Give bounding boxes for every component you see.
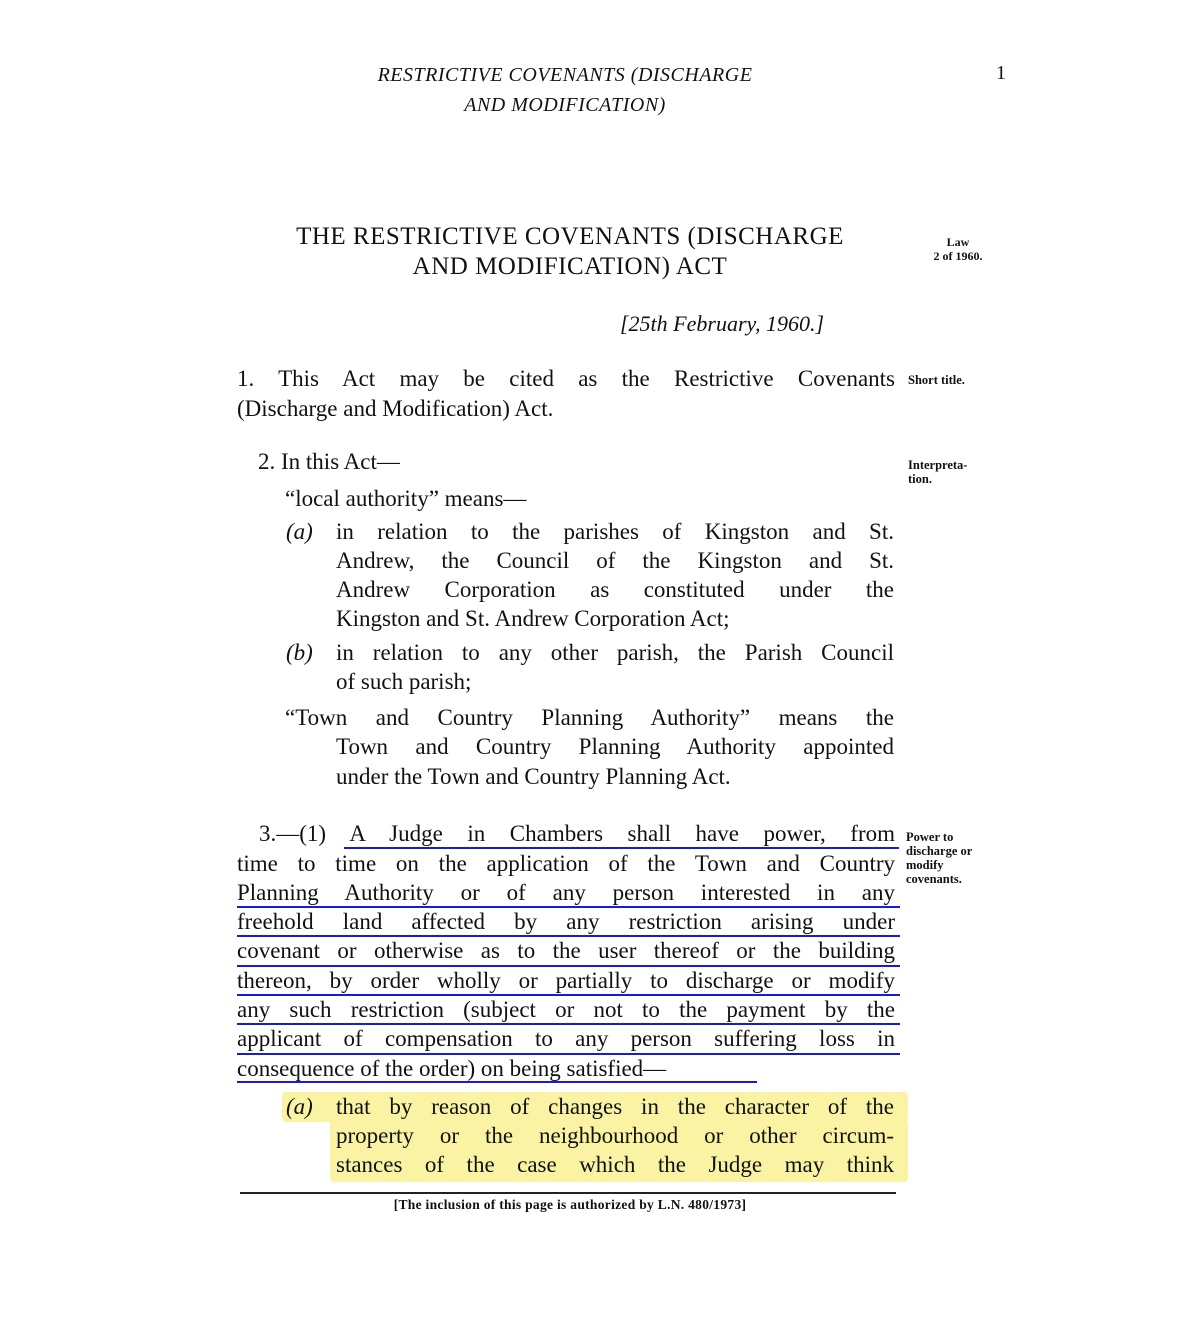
item-b-label: (b) — [286, 640, 313, 665]
section-3-item-a-line-3: stances of the case which the Judge may think — [336, 1152, 894, 1177]
definition-tcpa-line-3: under the Town and Country Planning Act. — [336, 764, 731, 789]
footer-authorization: [The inclusion of this page is authorized by L.N. 480/1973] — [393, 1197, 747, 1212]
definition-tcpa-line-1: “Town and Country Planning Authority” means the — [285, 705, 894, 730]
act-title-line-1: THE RESTRICTIVE COVENANTS (DISCHARGE — [296, 223, 844, 250]
running-header-line-1: RESTRICTIVE COVENANTS (DISCHARGE — [377, 64, 753, 86]
side-note-interpretation-line-1: Interpreta- — [908, 458, 968, 472]
section-1-line-2: (Discharge and Modification) Act. — [237, 396, 554, 421]
item-b-line-1: in relation to any other parish, the Parish Council — [336, 640, 894, 665]
section-3-item-a-line-1: that by reason of changes in the character of the — [336, 1094, 894, 1119]
section-3-line-1: 3.—(1) A Judge in Chambers shall have power, from — [259, 821, 895, 846]
footer-rule — [240, 1192, 896, 1194]
side-note-power-line-2: discharge or — [906, 844, 973, 858]
item-a-line-3: Andrew Corporation as constituted under the — [336, 577, 894, 602]
section-1-line-1: 1. This Act may be cited as the Restrictive Covenants — [237, 366, 895, 391]
side-note-short-title: Short title. — [908, 373, 965, 387]
section-3-item-a-line-2: property or the neighbourhood or other circum- — [336, 1123, 894, 1148]
item-b-line-2: of such parish; — [336, 669, 472, 694]
law-reference — [908, 235, 1008, 263]
section-3-line-2: time to time on the application of the Town and Country — [237, 851, 895, 876]
section-3-line-5: covenant or otherwise as to the user thereof or the building — [237, 938, 895, 963]
running-header — [300, 60, 830, 120]
side-note-power-to-discharge — [906, 830, 972, 886]
side-note-interpretation-line-2: tion. — [908, 472, 932, 486]
act-title-line-2: AND MODIFICATION) ACT — [412, 253, 728, 280]
item-a-line-1: in relation to the parishes of Kingston and St. — [336, 519, 894, 544]
item-a-line-4: Kingston and St. Andrew Corporation Act; — [336, 606, 730, 631]
item-a-label: (a) — [286, 519, 313, 544]
definition-local-authority: “local authority” means— — [285, 486, 527, 511]
section-3-line-4: freehold land affected by any restriction arising under — [237, 909, 895, 934]
enactment-date: [25th February, 1960.] — [620, 311, 825, 336]
definition-tcpa-line-2: Town and Country Planning Authority appointed — [336, 734, 894, 759]
section-3-line-3: Planning Authority or of any person interested in any — [237, 880, 895, 905]
act-title — [240, 222, 900, 282]
law-reference-line-2: 2 of 1960. — [933, 249, 983, 263]
side-note-power-line-3: modify — [906, 858, 944, 872]
side-note-interpretation — [908, 458, 967, 486]
side-note-power-line-1: Power to — [906, 830, 954, 844]
running-header-line-2: AND MODIFICATION) — [464, 94, 666, 116]
page-number: 1 — [996, 62, 1006, 84]
section-3-line-9: consequence of the order) on being satisfied— — [237, 1056, 667, 1081]
section-3-item-a-label: (a) — [286, 1094, 313, 1119]
item-a-line-2: Andrew, the Council of the Kingston and St. — [336, 548, 894, 573]
law-reference-line-1: Law — [946, 235, 970, 249]
section-2-intro: 2. In this Act— — [258, 449, 400, 474]
section-3-line-6: thereon, by order wholly or partially to discharge or modify — [237, 968, 895, 993]
side-note-power-line-4: covenants. — [906, 872, 962, 886]
section-3-line-8: applicant of compensation to any person suffering loss in — [237, 1026, 895, 1051]
section-3-line-7: any such restriction (subject or not to the payment by the — [237, 997, 895, 1022]
